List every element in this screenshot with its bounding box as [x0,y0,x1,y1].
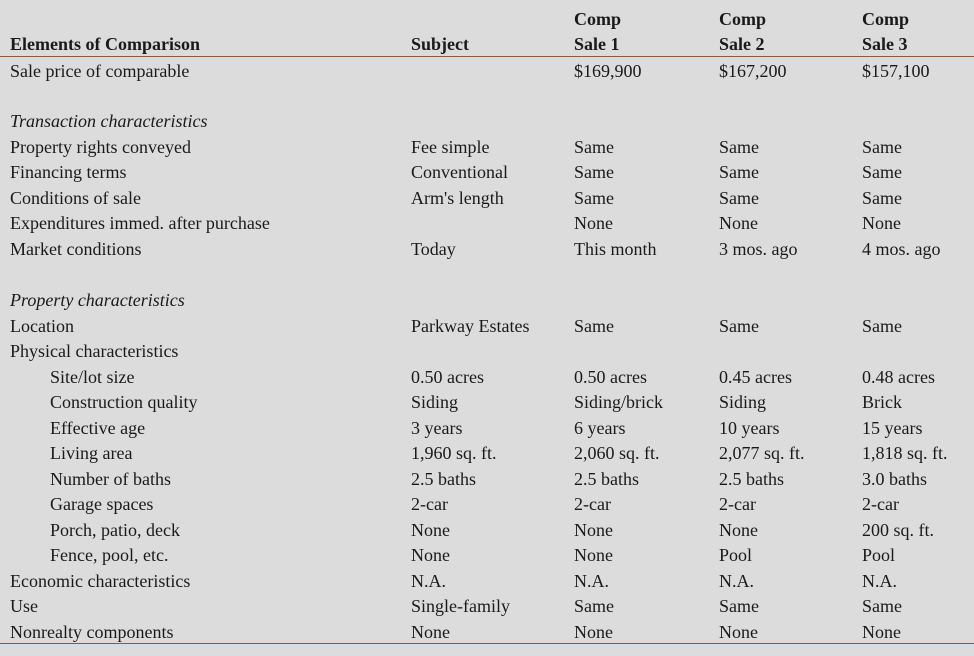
row-label: Site/lot size [50,367,135,387]
comp-sale-2-value: 2,077 sq. ft. [719,443,805,463]
comp-sale-3-value: 4 mos. ago [862,239,941,259]
table-row [0,187,974,213]
table-row [0,570,974,596]
subject-value: 0.50 acres [411,367,484,387]
row-label: Conditions of sale [10,188,141,208]
comp-sale-3-value: 1,818 sq. ft. [862,443,948,463]
row-label: Physical characteristics [10,341,179,361]
comp-sale-3-value: 15 years [862,418,923,438]
comp-sale-1-value: 6 years [574,418,626,438]
comp-sale-3-value: None [862,213,901,233]
subject-value: N.A. [411,571,446,591]
table-row [0,442,974,468]
comp-sale-3-value: 0.48 acres [862,367,935,387]
comp-sale-1-value: Same [574,188,614,208]
section-heading: Property characteristics [10,290,185,310]
table-row [0,595,974,621]
row-label: Construction quality [50,392,198,412]
subject-value: Arm's length [411,188,504,208]
table-row [0,468,974,494]
row-label: Porch, patio, deck [50,520,180,540]
row-label: Nonrealty components [10,622,174,642]
comp-sale-3-value: 200 sq. ft. [862,520,934,540]
comp-sale-3-value: None [862,622,901,642]
table-row [0,493,974,519]
comp-sale-2-value: 3 mos. ago [719,239,798,259]
comp-sale-1-value: N.A. [574,571,609,591]
section-heading-row [0,110,974,136]
comp-sale-2-value: Siding [719,392,767,412]
comp-sale-3-value: 3.0 baths [862,469,927,489]
table-row [0,366,974,392]
header-comp-1-line2: Sale 1 [574,34,620,54]
comp-sale-2-value: Same [719,137,759,157]
header-elements-of-comparison: Elements of Comparison [10,34,200,54]
subject-value: Fee simple [411,137,490,157]
comp-sale-1-value: None [574,520,613,540]
subject-value: Conventional [411,162,508,182]
comp-sale-1-value: Same [574,137,614,157]
comp-sale-2-value: Same [719,188,759,208]
table-row [0,544,974,570]
table-row [0,340,974,366]
comp-sale-3-value: $157,100 [862,61,930,81]
subject-value: Parkway Estates [411,316,530,336]
subject-value: Single-family [411,596,510,616]
comp-sale-2-value: Pool [719,545,753,565]
table-row [0,212,974,238]
comp-sale-3-value: N.A. [862,571,897,591]
header-comp-1-line1: Comp [574,9,622,29]
row-label: Fence, pool, etc. [50,545,169,565]
table-row [0,417,974,443]
header-comp-3-line1: Comp [862,9,910,29]
subject-value: Today [411,239,456,259]
subject-value: Siding [411,392,459,412]
header-comp-2-line1: Comp [719,9,767,29]
comp-sale-1-value: Same [574,162,614,182]
row-label: Effective age [50,418,146,438]
subject-value: 1,960 sq. ft. [411,443,497,463]
row-label: Economic characteristics [10,571,191,591]
comp-sale-1-value: None [574,213,613,233]
header-subject: Subject [411,34,469,54]
header-rule [0,56,974,57]
comp-sale-2-value: N.A. [719,571,754,591]
comp-sale-2-value: None [719,520,758,540]
subject-value: None [411,622,450,642]
comp-sale-3-value: Brick [862,392,902,412]
table-row [0,238,974,264]
comp-sale-2-value: $167,200 [719,61,787,81]
comp-sale-2-value: Same [719,596,759,616]
comp-sale-2-value: 0.45 acres [719,367,792,387]
row-label: Market conditions [10,239,142,259]
comp-sale-2-value: 2-car [719,494,756,514]
subject-value: None [411,545,450,565]
row-label: Living area [50,443,133,463]
section-heading-row [0,289,974,315]
table-row [0,60,974,86]
row-label: Property rights conveyed [10,137,191,157]
comp-sale-3-value: Same [862,162,902,182]
comp-sale-1-value: 0.50 acres [574,367,647,387]
comp-sale-3-value: Same [862,596,902,616]
comp-sale-1-value: This month [574,239,657,259]
row-label: Location [10,316,74,336]
subject-value: 2.5 baths [411,469,476,489]
table-row [0,391,974,417]
row-label: Garage spaces [50,494,154,514]
comp-sale-1-value: None [574,545,613,565]
comp-sale-1-value: $169,900 [574,61,642,81]
comp-sale-3-value: 2-car [862,494,899,514]
comp-sale-2-value: None [719,213,758,233]
comp-sale-3-value: Same [862,137,902,157]
row-label: Number of baths [50,469,171,489]
subject-value: 3 years [411,418,463,438]
table-row [0,136,974,162]
subject-value: 2-car [411,494,448,514]
subject-value: None [411,520,450,540]
bottom-rule [0,643,974,644]
comp-sale-2-value: Same [719,162,759,182]
comp-sale-3-value: Same [862,316,902,336]
comp-sale-1-value: 2-car [574,494,611,514]
table-row [0,519,974,545]
row-label: Use [10,596,38,616]
row-label: Sale price of comparable [10,61,190,81]
comp-sale-1-value: Same [574,596,614,616]
comp-sale-1-value: Same [574,316,614,336]
table-row [0,315,974,341]
row-label: Expenditures immed. after purchase [10,213,270,233]
comp-sale-2-value: Same [719,316,759,336]
comp-sale-1-value: 2.5 baths [574,469,639,489]
comp-sale-1-value: None [574,622,613,642]
comp-sale-1-value: Siding/brick [574,392,663,412]
section-heading: Transaction characteristics [10,111,208,131]
comp-sale-2-value: 10 years [719,418,780,438]
row-label: Financing terms [10,162,127,182]
table-row [0,161,974,187]
comp-sale-2-value: None [719,622,758,642]
comp-sale-2-value: 2.5 baths [719,469,784,489]
comp-sale-3-value: Same [862,188,902,208]
header-comp-2-line2: Sale 2 [719,34,765,54]
header-comp-3-line2: Sale 3 [862,34,908,54]
comp-sale-1-value: 2,060 sq. ft. [574,443,660,463]
comp-sale-3-value: Pool [862,545,896,565]
